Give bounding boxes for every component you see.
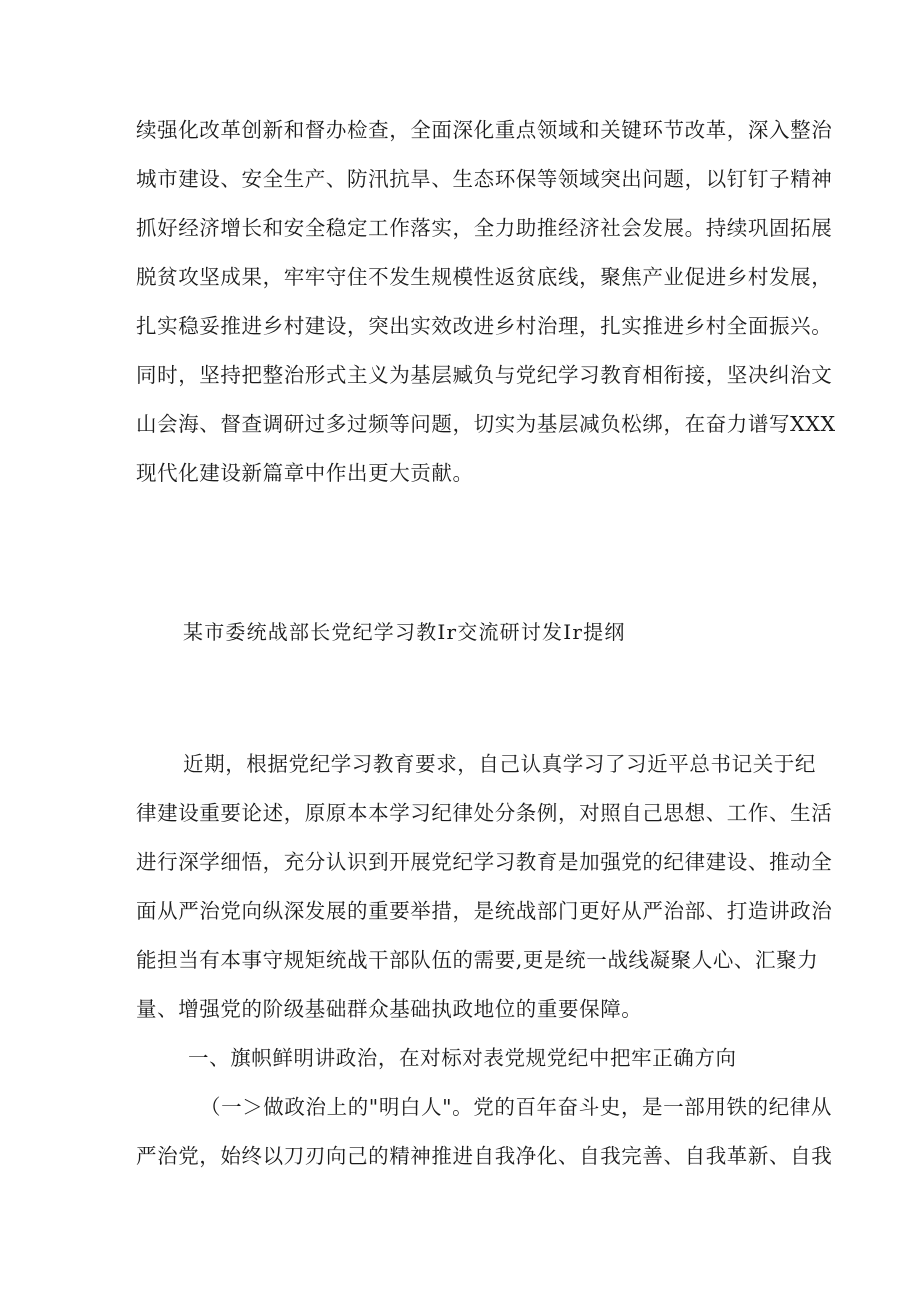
paragraph-line: 能担当有本事守规矩统战干部队伍的需要,更是统一战线凝聚人心、汇聚力 (136, 948, 819, 972)
paragraph-line: 进行深学细悟，充分认识到开展党纪学习教育是加强党的纪律建设、推动全 (136, 850, 833, 874)
paragraph-line: 脱贫攻坚成果，牢牢守住不发生规模性返贫底线，聚焦产业促进乡村发展， (136, 265, 833, 289)
paragraph-line: 现代化建设新篇章中作出更大贡献。 (136, 461, 474, 485)
section-heading: 一、旗帜鲜明讲政治，在对标对表党规党纪中把牢正确方向 (188, 1046, 737, 1070)
paragraph-line: 近期，根据党纪学习教育要求，自己认真学习了习近平总书记关于纪 (183, 752, 816, 776)
paragraph-line: 扎实稳妥推进乡村建设，突出实效改进乡村治理，扎实推进乡村全面振兴。 (136, 314, 833, 338)
paragraph-line: 律建设重要论述，原原本本学习纪律处分条例，对照自己思想、工作、生活 (136, 801, 833, 825)
paragraph-line: 续强化改革创新和督办检查，全面深化重点领域和关键环节改革，深入整治 (136, 118, 833, 142)
paragraph-line: 同时，坚持把整治形式主义为基层臧负与党纪学习教育相衔接，坚决纠治文 (136, 363, 833, 387)
paragraph-line: （一＞做政治上的"明白人"。党的百年奋斗史，是一部用铁的纪律从 (200, 1095, 832, 1119)
paragraph-line: 山会海、督查调研过多过频等问题，切实为基层减负松绑，在奋力谱写XXX (136, 412, 836, 436)
paragraph-line: 量、增强党的阶级基础群众基础执政地位的重要保障。 (136, 997, 643, 1021)
paragraph-line: 抓好经济增长和安全稳定工作落实，全力助推经济社会发展。持续巩固拓展 (136, 216, 833, 240)
document-title: 某市委统战部长党纪学习教Ir交流研讨发Ir提纲 (183, 620, 626, 644)
paragraph-line: 严治党，始终以刀刃向己的精神推进自我净化、自我完善、自我革新、自我 (136, 1144, 833, 1168)
paragraph-line: 面从严治党向纵深发展的重要举措，是统战部门更好从严治部、打造讲政治 (136, 899, 833, 923)
paragraph-line: 城市建设、安全生产、防汛抗旱、生态环保等领域突出问题，以钉钉子精神 (136, 167, 833, 191)
